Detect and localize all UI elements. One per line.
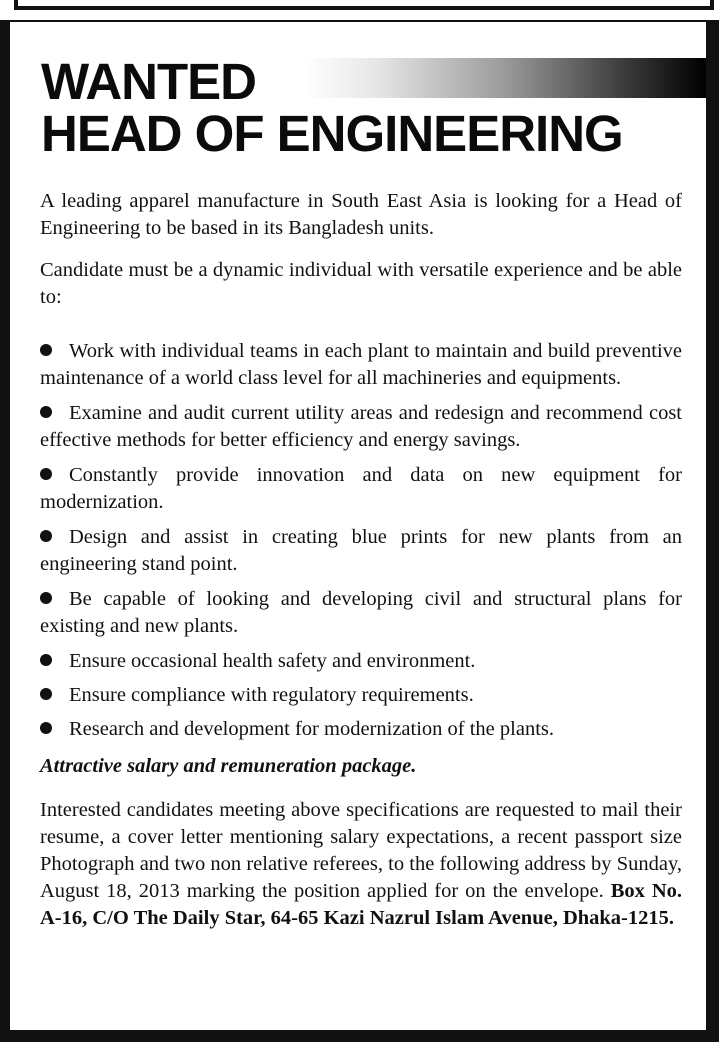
duty-item bbox=[40, 648, 682, 675]
requirements-lead-in: Candidate must be a dynamic individual with versatile experience and be able to: bbox=[40, 259, 682, 308]
duty-text: Constantly provide innovation and data on new equipment for modernization. bbox=[40, 464, 682, 513]
closing-paragraph bbox=[40, 797, 682, 932]
salary-note: Attractive salary and remuneration package. bbox=[40, 755, 417, 777]
duty-item bbox=[40, 400, 682, 454]
duty-item bbox=[40, 462, 682, 516]
bullet-icon bbox=[40, 530, 52, 542]
top-border-strip bbox=[0, 0, 719, 18]
duties-list bbox=[40, 338, 682, 743]
duty-text: Ensure occasional health safety and environment. bbox=[69, 650, 476, 672]
duty-text: Examine and audit current utility areas and redesign and recommend cost effective methods for better efficiency and energy savings. bbox=[40, 402, 682, 451]
headline-wanted: WANTED bbox=[41, 53, 256, 110]
duty-text: Design and assist in creating blue prints for new plants from an engineering stand point. bbox=[40, 526, 682, 575]
contact-address: Box No. A-16, C/O The Daily Star, 64-65 Kazi Nazrul Islam Avenue, Dhaka-1215. bbox=[40, 880, 683, 929]
bullet-icon bbox=[40, 722, 52, 734]
duty-text: Be capable of looking and developing civil and structural plans for existing and new plants. bbox=[40, 588, 682, 637]
duty-item bbox=[40, 524, 682, 578]
duty-text: Ensure compliance with regulatory requirements. bbox=[69, 684, 474, 706]
intro-paragraph: A leading apparel manufacture in South East Asia is looking for a Head of Engineering to be based in its Bangladesh units. bbox=[40, 190, 682, 239]
bullet-icon bbox=[40, 688, 52, 700]
duty-item bbox=[40, 716, 682, 743]
previous-ad-border bbox=[14, 0, 714, 10]
bullet-icon bbox=[40, 468, 52, 480]
bottom-border bbox=[0, 1040, 719, 1049]
bullet-icon bbox=[40, 592, 52, 604]
duty-item bbox=[40, 682, 682, 709]
bullet-icon bbox=[40, 654, 52, 666]
bullet-icon bbox=[40, 344, 52, 356]
headline-position: HEAD OF ENGINEERING bbox=[41, 105, 623, 162]
duty-item bbox=[40, 338, 682, 392]
duty-item bbox=[40, 586, 682, 640]
ad-body bbox=[40, 188, 682, 932]
headline bbox=[41, 53, 623, 162]
bullet-icon bbox=[40, 406, 52, 418]
duty-text: Work with individual teams in each plant to maintain and build preventive maintenance of a world class level for all machineries and equipments. bbox=[40, 340, 682, 389]
closing-instructions: Interested candidates meeting above specifications are requested to mail their resume, a cover letter mentioning salary expectations, a recent passport size Photograph and two non relative referees, to the following address by Sunday, August 18, 2013 marking the position applied for on the envelope. bbox=[40, 799, 682, 902]
duty-text: Research and development for modernization of the plants. bbox=[69, 718, 555, 740]
